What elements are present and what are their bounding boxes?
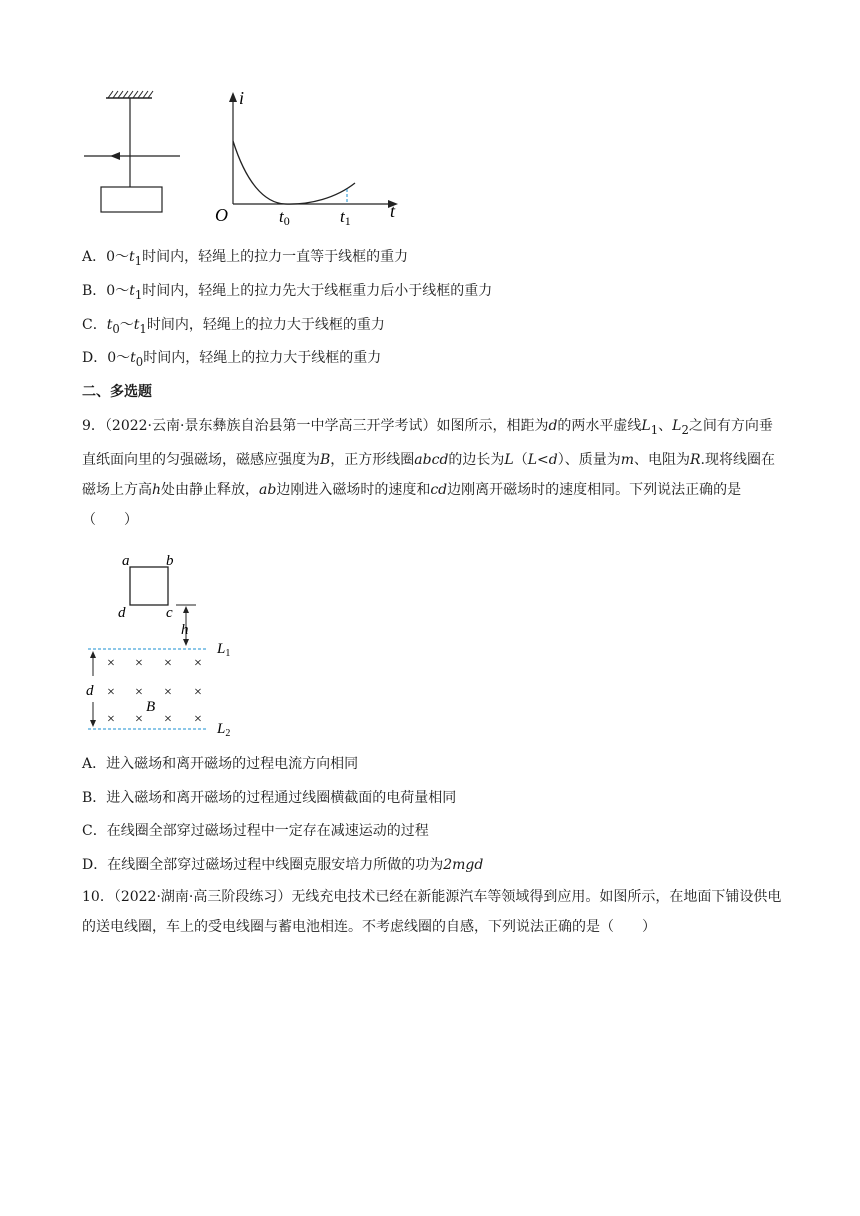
hanging-frame-figure [80,90,190,220]
current-curve [233,141,355,204]
current-time-graph [212,86,412,226]
corner-label-a: a [122,553,130,569]
q9-option-a: A．进入磁场和离开磁场的过程电流方向相同 [82,756,359,772]
q9-option-b: B．进入磁场和离开磁场的过程通过线圈横截面的电荷量相同 [82,790,457,806]
svg-text:×: × [135,712,143,727]
field-crosses [107,656,202,727]
svg-text:×: × [194,685,202,700]
q9-option-c: C．在线圈全部穿过磁场过程中一定存在减速运动的过程 [82,823,429,839]
svg-text:×: × [194,656,202,671]
coil-magnetic-field-figure [80,550,250,740]
q8-option-a: A．$0\sim t_1$时间内，轻绳上的拉力一直等于线框的重力 [82,249,409,268]
q8-option-b: B．$0\sim t_1$时间内，轻绳上的拉力先大于线框重力后小于线框的重力 [82,283,493,302]
svg-text:×: × [164,712,172,727]
origin-label: O [215,205,228,225]
corner-label-b: b [166,553,174,569]
distance-label-d: d [86,683,94,699]
tick-label-t0: t0 [279,207,290,228]
svg-text:×: × [107,685,115,700]
corner-label-c: c [166,605,173,621]
svg-text:×: × [107,656,115,671]
axis-label-i: i [239,88,245,108]
question-9: 9．（2022·云南·景东彝族自治县第一中学高三开学考试）如图所示，相距为d的两水平虚线$L_1$、$L_2$之间有方向垂直纸面向里的匀强磁场，磁感应强度为B，正方形线圈abcd的边长为L（L<d）、质量为m、电阻为R.现将线圈在磁场上方高h处由静止释放，ab边刚进入磁场时的速度和cd边刚离开磁场时的速度相同。下列说法正确的是（ ） [82,418,775,528]
svg-text:×: × [107,712,115,727]
svg-text:×: × [194,712,202,727]
boundary-label-l2: $L_2$ [217,721,231,739]
q8-option-c: C．$t_0\sim t_1$时间内，轻绳上的拉力大于线框的重力 [82,317,385,336]
svg-text:×: × [135,685,143,700]
question-10: 10．（2022·湖南·高三阶段练习）无线充电技术已经在新能源汽车等领域得到应用。如图所示，在地面下铺设供电的送电线圈，车上的受电线圈与蓄电池相连。不考虑线圈的自感，下列说法正确的是（ ） [82,889,782,935]
svg-text:×: × [135,656,143,671]
height-label-h: h [181,622,189,638]
q8-option-d: D．$0\sim t_0$时间内，轻绳上的拉力大于线框的重力 [82,350,382,369]
svg-text:×: × [164,685,172,700]
tick-label-t1: t1 [340,207,351,228]
q9-option-d: D．在线圈全部穿过磁场过程中线圈克服安培力所做的功为2mgd [82,857,484,873]
boundary-label-l1: $L_1$ [217,641,231,659]
svg-text:×: × [164,656,172,671]
field-label-b: B [146,699,156,715]
axis-label-t: t [390,201,396,221]
section-heading: 二、多选题 [82,384,152,400]
corner-label-d: d [118,605,126,621]
